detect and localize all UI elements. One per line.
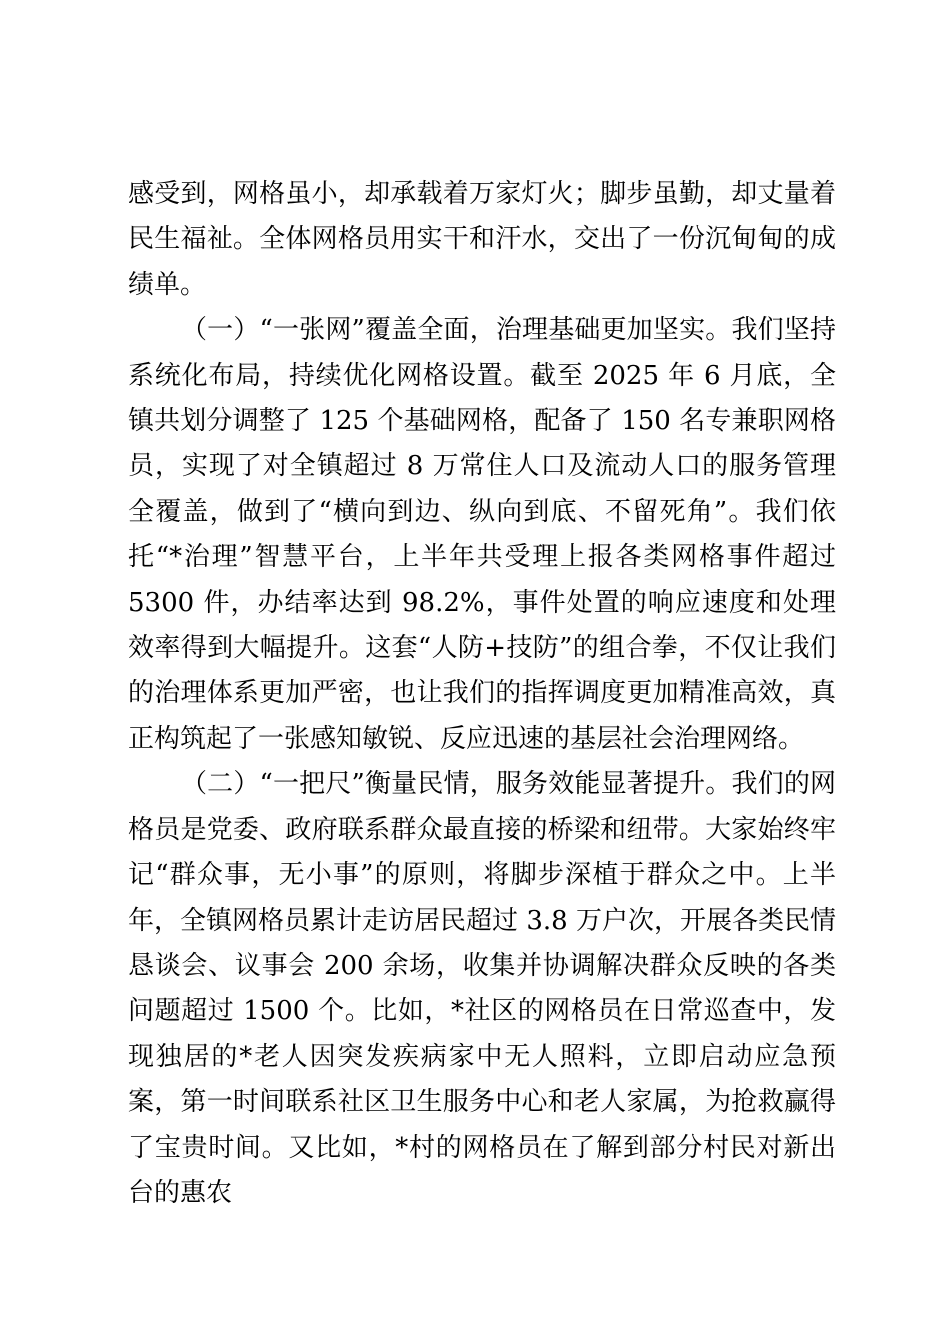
document-body [128, 172, 836, 1216]
paragraph-continuation: 感受到，网格虽小，却承载着万家灯火；脚步虽勤，却丈量着民生福祉。全体网格员用实干和汗水，交出了一份沉甸甸的成绩单。 [128, 179, 836, 300]
paragraph-section-two: （二）“一把尺”衡量民情，服务效能显著提升。我们的网格员是党委、政府联系群众最直接的桥梁和纽带。大家始终牢记“群众事，无小事”的原则，将脚步深植于群众之中。上半年，全镇网格员累计走访居民超过 3.8 万户次，开展各类民情恳谈会、议事会 200 余场，收集并协调解决群众反映的各类问题超过 1500 个。比如，*社区的网格员在日常巡查中，发现独居的*老人因突发疾病家中无人照料，立即启动应急预案，第一时间联系社区卫生服务中心和老人家属，为抢救赢得了宝贵时间。又比如，*村的网格员在了解到部分村民对新出台的惠农 [128, 769, 836, 1208]
paragraph-section-one: （一）“一张网”覆盖全面，治理基础更加坚实。我们坚持系统化布局，持续优化网格设置。截至 2025 年 6 月底，全镇共划分调整了 125 个基础网格，配备了 150 名专兼职网格员，实现了对全镇超过 8 万常住人口及流动人口的服务管理全覆盖，做到了“横向到边、纵向到底、不留死角”。我们依托“*治理”智慧平台，上半年共受理上报各类网格事件超过 5300 件，办结率达到 98.2%，事件处置的响应速度和处理效率得到大幅提升。这套“人防+技防”的组合拳，不仅让我们的治理体系更加严密，也让我们的指挥调度更加精准高效，真正构筑起了一张感知敏锐、反应迅速的基层社会治理网络。 [128, 315, 836, 754]
